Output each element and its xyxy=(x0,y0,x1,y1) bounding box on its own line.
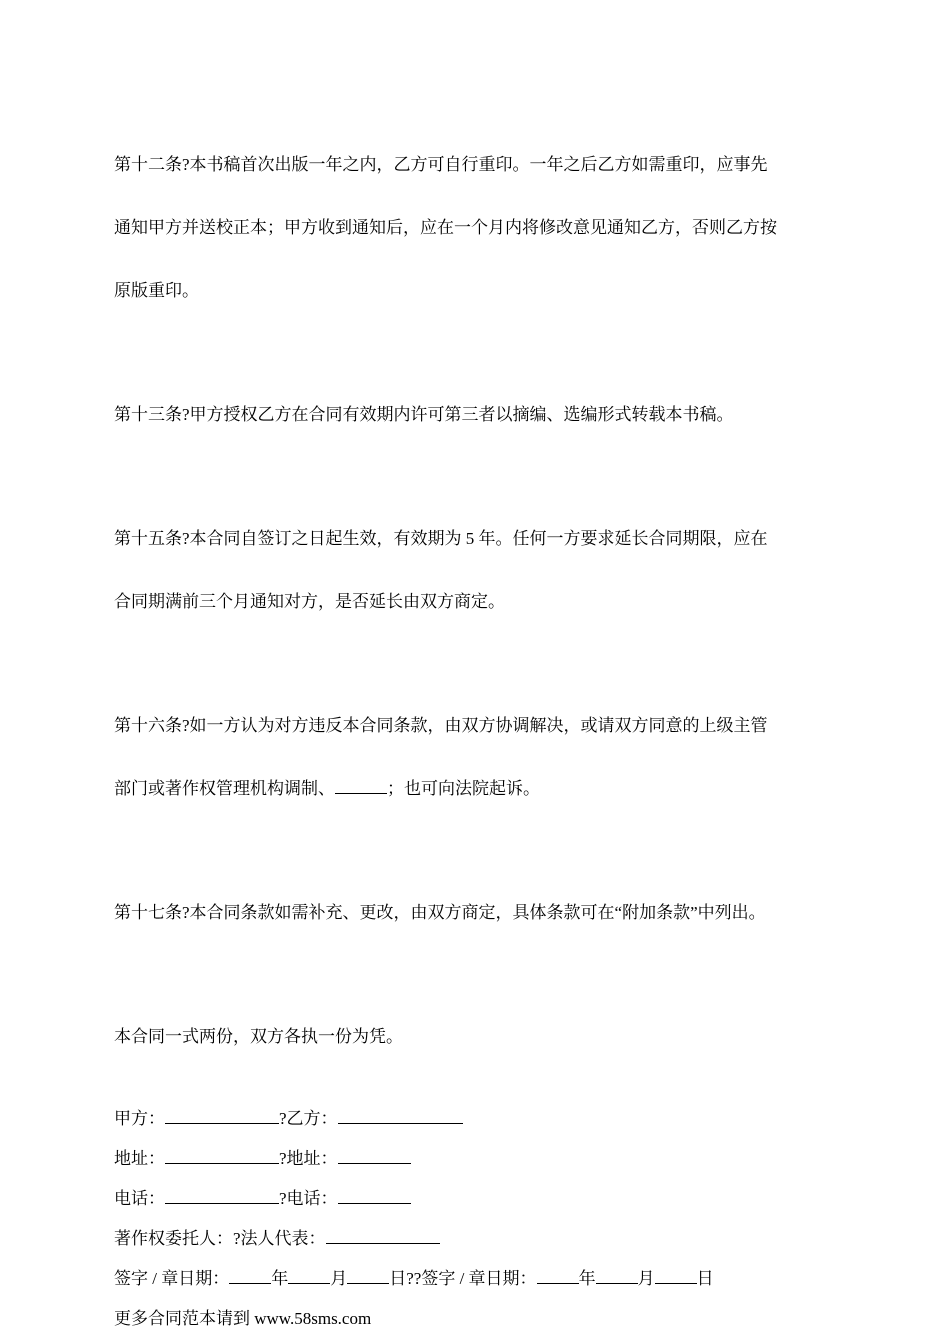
date-b-month: 月 xyxy=(637,1269,655,1288)
clause-12 xyxy=(114,112,844,343)
copyright-proxy-label: 著作权委托人： xyxy=(114,1229,233,1248)
date-a-label: 签字 / 章日期： xyxy=(114,1269,230,1288)
date-b-year: 年 xyxy=(578,1269,596,1288)
address-b-blank xyxy=(338,1148,411,1164)
date-a-month-blank xyxy=(288,1268,330,1284)
clause-12-line-3: 原版重印。 xyxy=(114,281,199,300)
copies-statement-line-1: 本合同一式两份，双方各执一份为凭。 xyxy=(114,1027,403,1046)
address-b-label: ?地址： xyxy=(279,1149,338,1168)
clause-15-line-1: 第十五条?本合同自签订之日起生效，有效期为 5 年。任何一方要求延长合同期限，应在 xyxy=(114,529,768,548)
clause-12-line-1: 第十二条?本书稿首次出版一年之内，乙方可自行重印。一年之后乙方如需重印，应事先 xyxy=(114,155,768,174)
phone-a-label: 电话： xyxy=(114,1189,165,1208)
phone-b-label: ?电话： xyxy=(279,1189,338,1208)
clause-17-line-1: 第十七条?本合同条款如需补充、更改，由双方商定，具体条款可在“附加条款”中列出。 xyxy=(114,903,766,922)
contract-page xyxy=(114,112,844,1329)
date-b-day: 日 xyxy=(696,1269,714,1288)
address-a-blank xyxy=(165,1148,279,1164)
date-a-year: 年 xyxy=(271,1269,289,1288)
footer-note: 更多合同范本请到 www.58sms.com xyxy=(114,1309,372,1328)
date-b-month-blank xyxy=(596,1268,638,1284)
clause-17 xyxy=(114,860,844,965)
phone-line xyxy=(114,1188,844,1209)
date-a-day-blank xyxy=(347,1268,389,1284)
date-a-day: 日 xyxy=(389,1269,407,1288)
mediation-blank xyxy=(335,778,387,794)
party-b-label: ?乙方： xyxy=(279,1109,338,1128)
legal-rep-label: ?法人代表： xyxy=(233,1229,326,1248)
date-a-year-blank xyxy=(229,1268,271,1284)
clause-13-line-1: 第十三条?甲方授权乙方在合同有效期内许可第三者以摘编、选编形式转载本书稿。 xyxy=(114,405,734,424)
clause-15-line-2: 合同期满前三个月通知对方，是否延长由双方商定。 xyxy=(114,592,505,611)
party-b-blank xyxy=(338,1108,463,1124)
address-line xyxy=(114,1148,844,1169)
party-line xyxy=(114,1108,844,1129)
clause-15 xyxy=(114,486,844,654)
party-a-label: 甲方： xyxy=(114,1109,165,1128)
address-a-label: 地址： xyxy=(114,1149,165,1168)
legal-rep-blank xyxy=(326,1228,440,1244)
phone-b-blank xyxy=(338,1188,411,1204)
copies-statement xyxy=(114,984,844,1089)
representative-line xyxy=(114,1228,844,1249)
clause-16 xyxy=(114,673,844,841)
party-a-blank xyxy=(165,1108,279,1124)
date-a-month: 月 xyxy=(330,1269,348,1288)
date-b-year-blank xyxy=(537,1268,579,1284)
clause-16-line-2-after: ；也可向法院起诉。 xyxy=(387,779,540,798)
date-b-label: ??签字 / 章日期： xyxy=(406,1269,537,1288)
date-b-day-blank xyxy=(655,1268,697,1284)
phone-a-blank xyxy=(165,1188,279,1204)
clause-16-line-2 xyxy=(114,778,844,799)
clause-13 xyxy=(114,362,844,467)
clause-16-line-2-before: 部门或著作权管理机构调制、 xyxy=(114,779,335,798)
signature-date-line xyxy=(114,1268,844,1289)
clause-12-line-2: 通知甲方并送校正本；甲方收到通知后，应在一个月内将修改意见通知乙方，否则乙方按 xyxy=(114,218,777,237)
clause-16-line-1: 第十六条?如一方认为对方违反本合同条款，由双方协调解决，或请双方同意的上级主管 xyxy=(114,716,768,735)
